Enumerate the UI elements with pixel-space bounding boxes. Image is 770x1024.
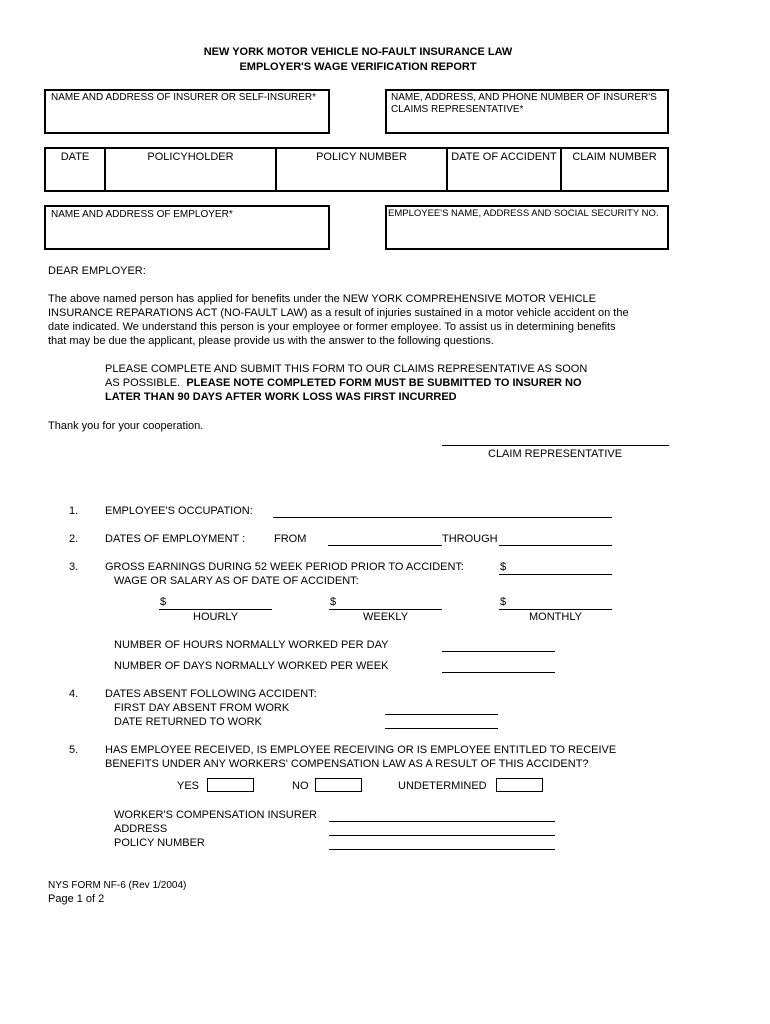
q3-sub-label: WAGE OR SALARY AS OF DATE OF ACCIDENT: [114, 575, 359, 587]
monthly-dollar-sign: $ [500, 596, 507, 608]
date-returned-field[interactable] [385, 728, 498, 729]
q4-return-label: DATE RETURNED TO WORK [114, 716, 262, 728]
representative-label-2: CLAIMS REPRESENTATIVE* [391, 104, 524, 115]
no-checkbox[interactable] [315, 778, 362, 792]
hourly-field[interactable] [159, 609, 272, 610]
wc-policy-label: POLICY NUMBER [114, 837, 205, 849]
q5-line-2: BENEFITS UNDER ANY WORKERS' COMPENSATION LAW AS A RESULT OF THIS ACCIDENT? [105, 758, 589, 770]
form-title: NEW YORK MOTOR VEHICLE NO-FAULT INSURANCE LAW [203, 46, 513, 58]
undetermined-label: UNDETERMINED [398, 780, 487, 792]
weekly-dollar-sign: $ [330, 596, 337, 608]
hourly-label: HOURLY [193, 611, 239, 623]
monthly-field[interactable] [499, 609, 612, 610]
insurer-box[interactable] [44, 89, 330, 134]
insurer-label: NAME AND ADDRESS OF INSURER OR SELF-INSURER* [51, 92, 317, 103]
q4-first-label: FIRST DAY ABSENT FROM WORK [114, 702, 290, 714]
para-line: INSURANCE REPARATIONS ACT (NO-FAULT LAW) as a result of injuries sustained in a motor vehicle accident on the [48, 307, 629, 319]
q4-label: DATES ABSENT FOLLOWING ACCIDENT: [105, 688, 317, 700]
q3-number: 3. [69, 561, 79, 573]
notice-line-3: LATER THAN 90 DAYS AFTER WORK LOSS WAS FIRST INCURRED [105, 391, 457, 403]
wc-insurer-label: WORKER'S COMPENSATION INSURER [114, 809, 317, 821]
q3-label: GROSS EARNINGS DURING 52 WEEK PERIOD PRIOR TO ACCIDENT: [105, 561, 464, 573]
yes-label: YES [177, 780, 200, 792]
no-label: NO [292, 780, 309, 792]
wc-address-label: ADDRESS [114, 823, 168, 835]
q4-number: 4. [69, 688, 79, 700]
q5-number: 5. [69, 744, 79, 756]
gross-earnings-field[interactable] [499, 574, 612, 575]
q1-label: EMPLOYEE'S OCCUPATION: [105, 505, 253, 517]
wc-policy-field[interactable] [329, 849, 555, 850]
col-policyholder[interactable]: POLICYHOLDER [104, 149, 275, 190]
days-per-week-field[interactable] [442, 672, 555, 673]
signature-line[interactable] [442, 445, 669, 446]
employee-box[interactable] [385, 205, 669, 250]
thanks-text: Thank you for your cooperation. [48, 420, 204, 432]
para-line: The above named person has applied for benefits under the NEW YORK COMPREHENSIVE MOTOR VEHICLE [48, 293, 597, 305]
q1-number: 1. [69, 505, 79, 517]
occupation-field[interactable] [273, 517, 612, 518]
para-line: that may be due the applicant, please provide us with the answer to the following questions. [48, 335, 494, 347]
col-date-of-accident[interactable]: DATE OF ACCIDENT [446, 149, 560, 190]
employment-through-field[interactable] [499, 545, 612, 546]
form-subtitle: EMPLOYER'S WAGE VERIFICATION REPORT [239, 61, 477, 73]
weekly-field[interactable] [329, 609, 442, 610]
yes-checkbox[interactable] [207, 778, 254, 792]
employer-label: NAME AND ADDRESS OF EMPLOYER* [51, 209, 233, 220]
hours-per-day-field[interactable] [442, 651, 555, 652]
employer-box[interactable] [44, 205, 330, 250]
form-id: NYS FORM NF-6 (Rev 1/2004) [48, 880, 187, 891]
wc-address-field[interactable] [329, 835, 555, 836]
gross-dollar-sign: $ [500, 561, 507, 573]
q2-from-label: FROM [274, 533, 307, 545]
hourly-dollar-sign: $ [160, 596, 167, 608]
representative-label-1: NAME, ADDRESS, AND PHONE NUMBER OF INSURER'S [391, 92, 657, 103]
wc-insurer-field[interactable] [329, 821, 555, 822]
hours-per-day-label: NUMBER OF HOURS NORMALLY WORKED PER DAY [114, 639, 389, 651]
first-day-absent-field[interactable] [385, 714, 498, 715]
notice-line-1: PLEASE COMPLETE AND SUBMIT THIS FORM TO OUR CLAIMS REPRESENTATIVE AS SOON [105, 363, 588, 375]
q2-through-label: THROUGH [442, 533, 498, 545]
signature-label: CLAIM REPRESENTATIVE [488, 448, 623, 460]
notice-line-2: AS POSSIBLE. PLEASE NOTE COMPLETED FORM MUST BE SUBMITTED TO INSURER NO [105, 377, 582, 389]
para-line: date indicated. We understand this person is your employee or former employee. To assist us in determining benefits [48, 321, 616, 333]
q2-number: 2. [69, 533, 79, 545]
employee-label: EMPLOYEE'S NAME, ADDRESS AND SOCIAL SECURITY NO. [388, 208, 659, 219]
claim-table [44, 147, 669, 192]
col-policy-number[interactable]: POLICY NUMBER [275, 149, 446, 190]
q5-line-1: HAS EMPLOYEE RECEIVED, IS EMPLOYEE RECEIVING OR IS EMPLOYEE ENTITLED TO RECEIVE [105, 744, 617, 756]
col-claim-number[interactable]: CLAIM NUMBER [560, 149, 667, 190]
days-per-week-label: NUMBER OF DAYS NORMALLY WORKED PER WEEK [114, 660, 389, 672]
weekly-label: WEEKLY [363, 611, 409, 623]
employment-from-field[interactable] [328, 545, 442, 546]
claims-representative-box[interactable] [385, 89, 669, 134]
col-date[interactable]: DATE [60, 151, 90, 163]
undetermined-checkbox[interactable] [496, 778, 543, 792]
page-number: Page 1 of 2 [48, 893, 105, 905]
q2-label: DATES OF EMPLOYMENT : [105, 533, 246, 545]
monthly-label: MONTHLY [529, 611, 582, 623]
salutation: DEAR EMPLOYER: [48, 265, 146, 277]
